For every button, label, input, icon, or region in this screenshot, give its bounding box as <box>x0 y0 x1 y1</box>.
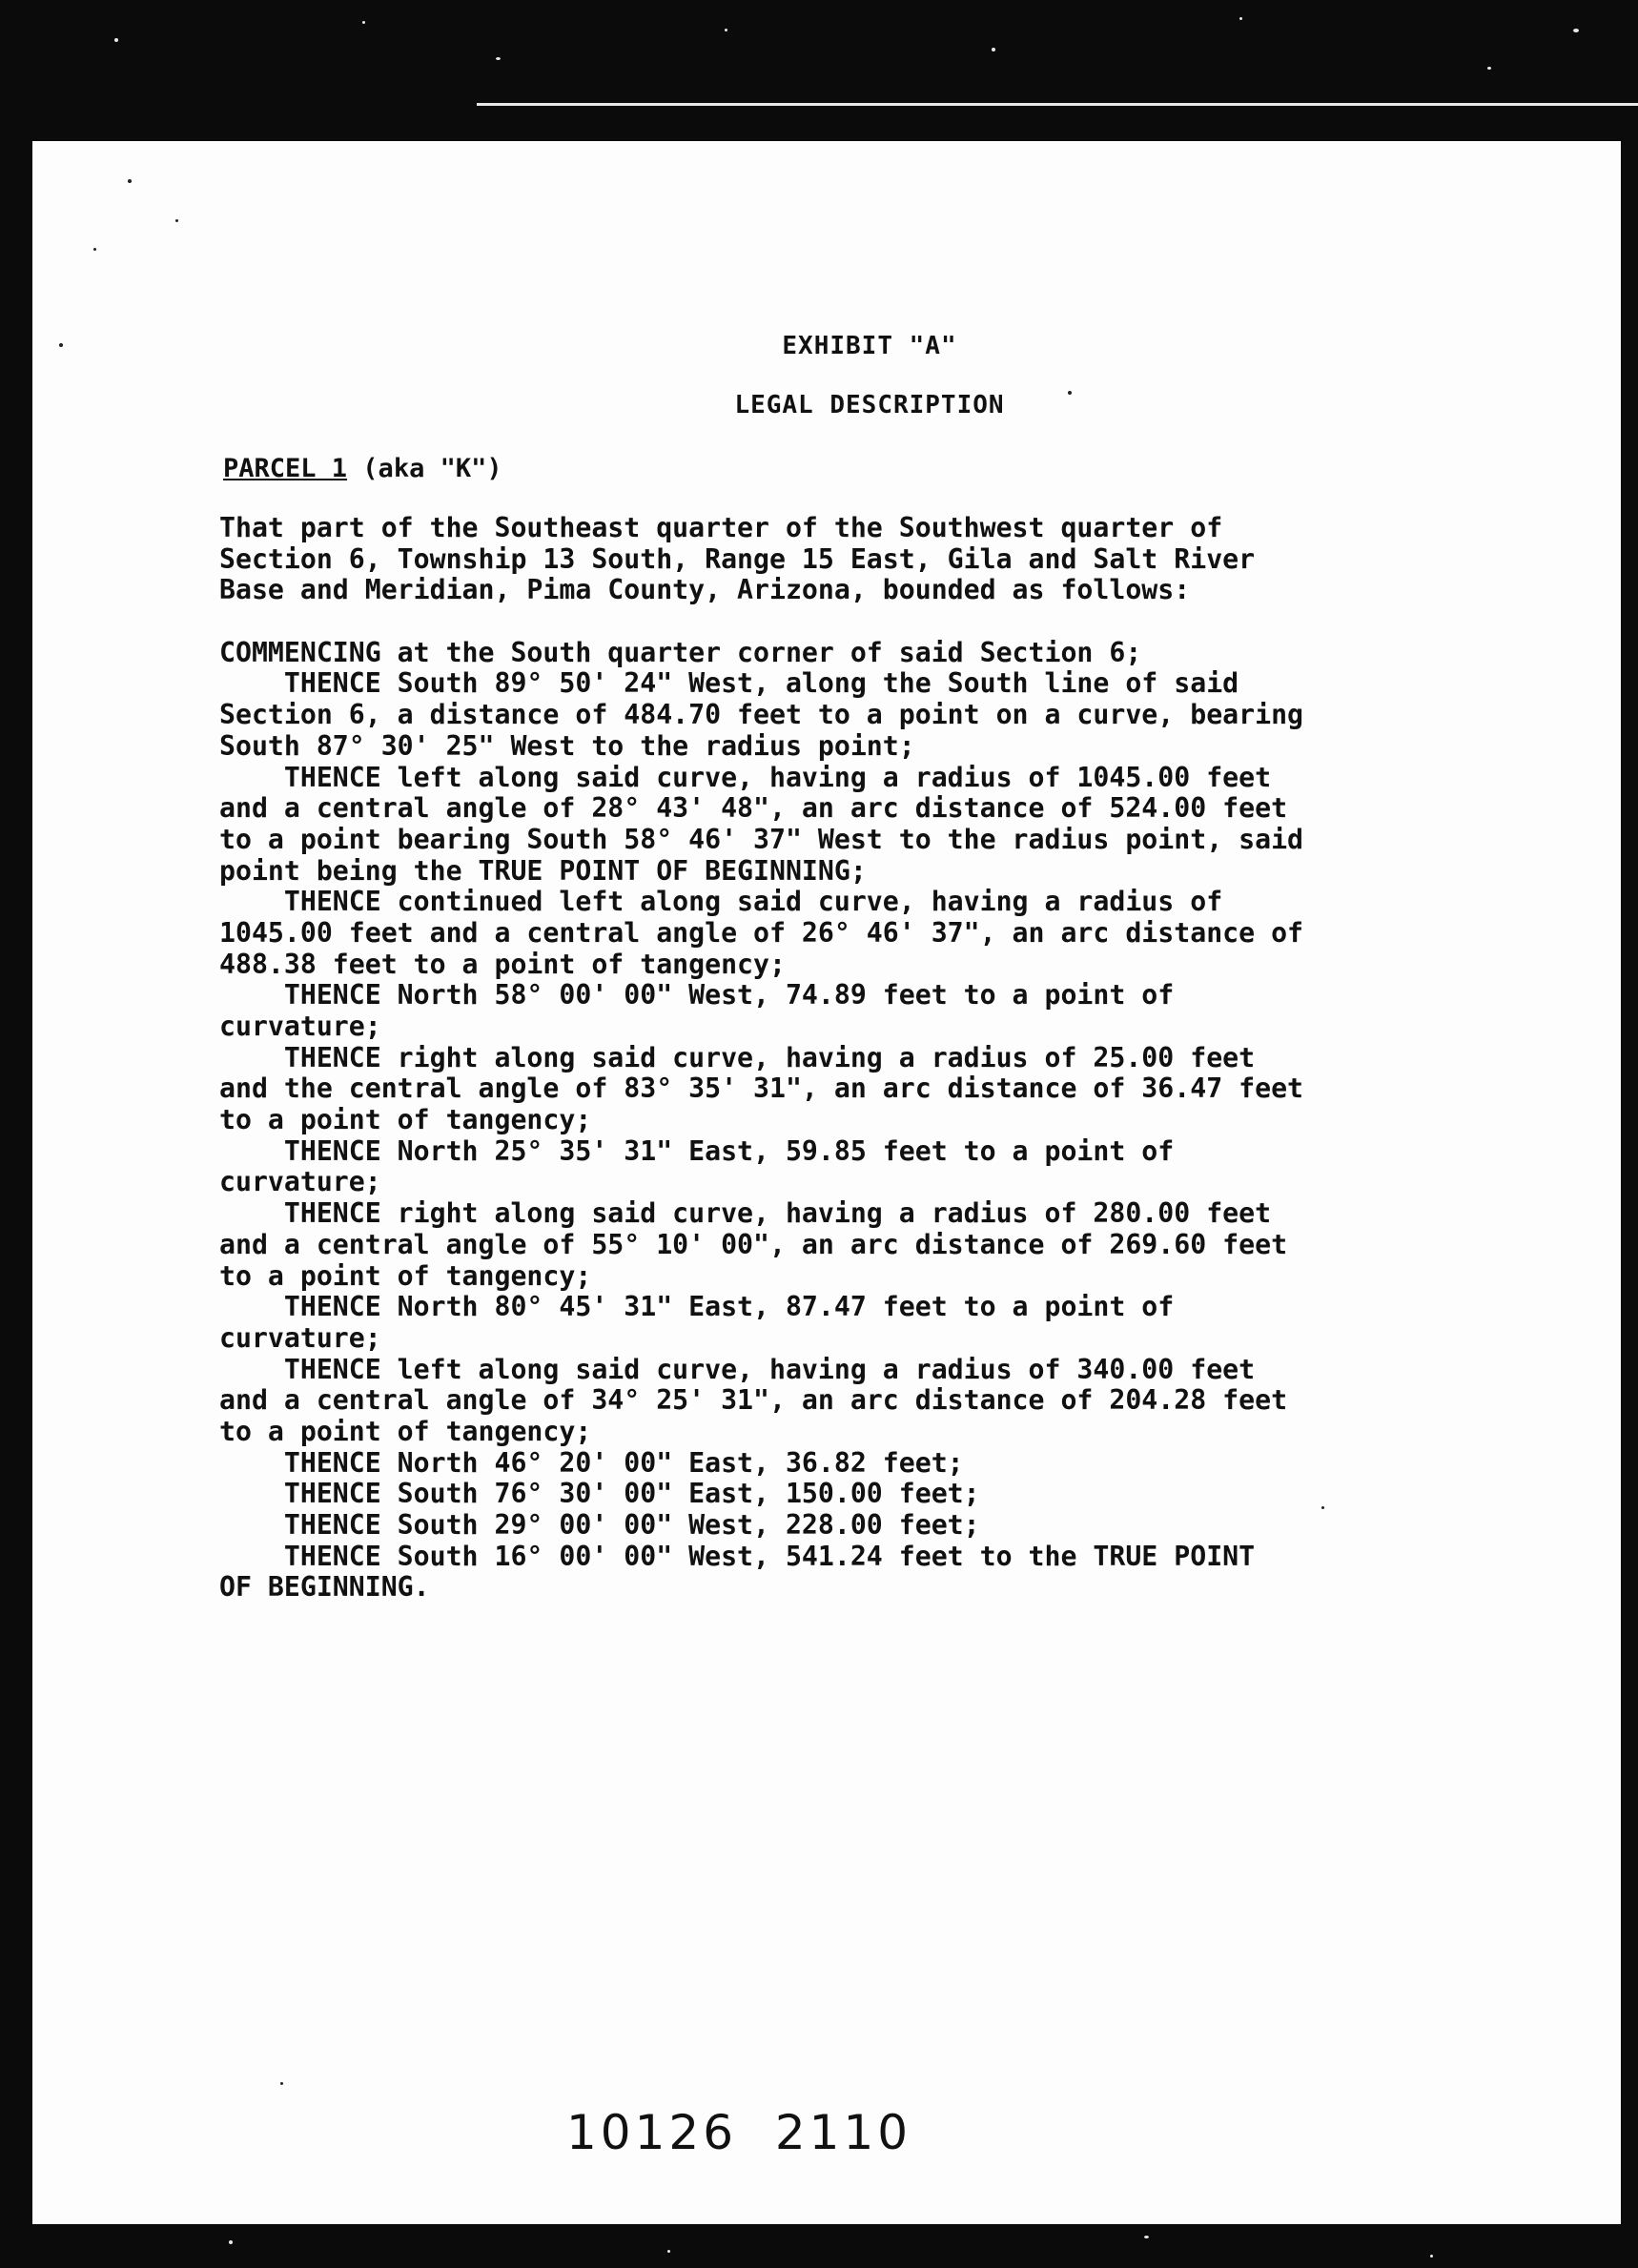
parcel-heading <box>223 454 502 483</box>
scan-speck <box>496 57 501 60</box>
text-line: THENCE left along said curve, having a radius of 1045.00 feet <box>219 761 1272 793</box>
text-line: to a point of tangency; <box>219 1415 592 1447</box>
text-line: 1045.00 feet and a central angle of 26° 46' 37", an arc distance of <box>219 916 1304 949</box>
scan-speck <box>992 48 995 51</box>
text-line: to a point bearing South 58° 46' 37" West to the radius point, said <box>219 823 1304 855</box>
text-line <box>219 606 1497 638</box>
scan-speck <box>1144 2236 1149 2238</box>
scan-line <box>477 103 1638 106</box>
text-line: OF BEGINNING. <box>219 1571 430 1604</box>
text-line: THENCE South 76° 30' 00" East, 150.00 feet; <box>219 1478 980 1510</box>
scan-speck <box>1239 17 1242 20</box>
text-line: Section 6, a distance of 484.70 feet to a point on a curve, bearing <box>219 699 1304 731</box>
scan-speck <box>1430 2255 1433 2258</box>
scan-border-top <box>0 0 1638 133</box>
scan-speck <box>1573 29 1579 32</box>
text-line: point being the TRUE POINT OF BEGINNING; <box>219 854 867 887</box>
exhibit-title: EXHIBIT "A" <box>782 332 957 360</box>
text-line: That part of the Southeast quarter of the Southwest quarter of <box>219 512 1223 543</box>
page-speck <box>59 343 63 347</box>
scan-speck <box>1487 67 1491 70</box>
text-line: curvature; <box>219 1166 381 1198</box>
text-line: THENCE right along said curve, having a radius of 280.00 feet <box>219 1197 1272 1230</box>
parcel-aka: (aka "K") <box>347 454 502 483</box>
text-line: curvature; <box>219 1011 381 1042</box>
text-line: South 87° 30' 25" West to the radius point; <box>219 729 915 762</box>
legal-description-body <box>219 513 1497 1604</box>
text-line: and a central angle of 28° 43' 48", an arc distance of 524.00 feet <box>219 792 1288 825</box>
text-line: Base and Meridian, Pima County, Arizona, bounded as follows: <box>219 574 1191 606</box>
scan-speck <box>229 2240 233 2244</box>
scan-speck <box>362 21 365 24</box>
page-speck <box>175 219 178 222</box>
scan-speck <box>725 29 727 31</box>
text-line: THENCE North 25° 35' 31" East, 59.85 feet to a point of <box>219 1134 1175 1167</box>
text-line: THENCE left along said curve, having a radius of 340.00 feet <box>219 1353 1256 1385</box>
text-line: and the central angle of 83° 35' 31", an arc distance of 36.47 feet <box>219 1073 1304 1105</box>
page-speck <box>128 179 132 183</box>
page-speck <box>280 2082 283 2085</box>
text-line: THENCE North 80° 45' 31" East, 87.47 feet to a point of <box>219 1291 1175 1323</box>
text-line: and a central angle of 55° 10' 00", an arc distance of 269.60 feet <box>219 1228 1288 1260</box>
text-line: THENCE North 46° 20' 00" East, 36.82 feet; <box>219 1446 964 1479</box>
page-speck <box>93 248 96 251</box>
text-line: THENCE South 29° 00' 00" West, 228.00 feet; <box>219 1509 980 1541</box>
text-line: THENCE right along said curve, having a radius of 25.00 feet <box>219 1041 1256 1073</box>
text-line: Section 6, Township 13 South, Range 15 East, Gila and Salt River <box>219 542 1256 575</box>
text-line: to a point of tangency; <box>219 1259 592 1292</box>
text-line: to a point of tangency; <box>219 1104 592 1136</box>
document-page <box>32 141 1621 2224</box>
text-line: THENCE continued left along said curve, having a radius of <box>219 886 1223 918</box>
section-title: LEGAL DESCRIPTION <box>734 391 1005 419</box>
document-number: 10126 2110 <box>566 2105 912 2160</box>
scan-speck <box>114 38 118 42</box>
text-line: and a central angle of 34° 25' 31", an arc distance of 204.28 feet <box>219 1384 1288 1417</box>
text-line: THENCE North 58° 00' 00" West, 74.89 feet to a point of <box>219 979 1175 1011</box>
text-line: COMMENCING at the South quarter corner of said Section 6; <box>219 636 1142 668</box>
parcel-label: PARCEL 1 <box>223 454 348 483</box>
scan-speck <box>667 2250 670 2253</box>
text-line: 488.38 feet to a point of tangency; <box>219 948 786 980</box>
text-line: THENCE South 16° 00' 00" West, 541.24 feet to the TRUE POINT <box>219 1540 1256 1572</box>
text-line: THENCE South 89° 50' 24" West, along the South line of said <box>219 667 1239 700</box>
text-line: curvature; <box>219 1321 381 1354</box>
